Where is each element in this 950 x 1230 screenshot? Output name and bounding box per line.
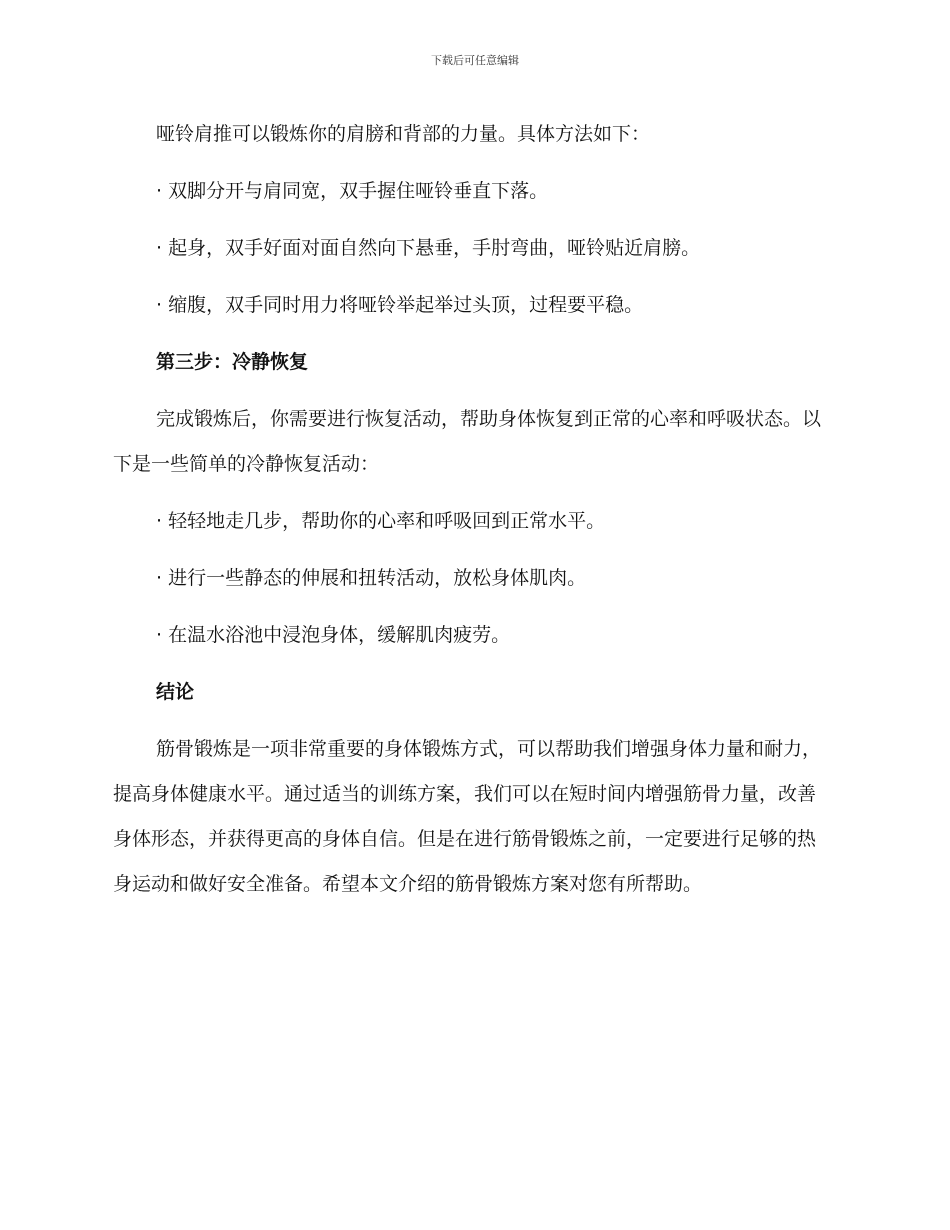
list-item: · 轻轻地走几步，帮助你的心率和呼吸回到正常水平。 (156, 510, 606, 532)
conclusion-paragraph: 筋骨锻炼是一项非常重要的身体锻炼方式，可以帮助我们增强身体力量和耐力，提高身体健康水平。通过适当的训练方案，我们可以在短时间内增强筋骨力量，改善身体形态，并获得更高的身体自信。但是在进行筋骨锻炼之前，一定要进行足够的热身运动和做好安全准备。希望本文介绍的筋骨锻炼方案对您有所帮助。 (113, 738, 822, 895)
list-item: · 在温水浴池中浸泡身体，缓解肌肉疲劳。 (156, 624, 511, 646)
list-item: · 起身，双手好面对面自然向下悬垂，手肘弯曲，哑铃贴近肩膀。 (156, 237, 701, 259)
list-item: · 双脚分开与肩同宽，双手握住哑铃垂直下落。 (156, 180, 549, 202)
list-item: · 进行一些静态的伸展和扭转活动，放松身体肌肉。 (156, 567, 587, 589)
list-item: · 缩腹，双手同时用力将哑铃举起举过头顶，过程要平稳。 (156, 294, 644, 316)
intro-paragraph: 哑铃肩推可以锻炼你的肩膀和背部的力量。具体方法如下： (156, 123, 651, 145)
page-header: 下载后可任意编辑 (431, 54, 519, 67)
cooldown-intro-paragraph: 完成锻炼后，你需要进行恢复活动，帮助身体恢复到正常的心率和呼吸状态。以下是一些简单的冷静恢复活动： (113, 408, 822, 475)
section-heading-conclusion: 结论 (156, 681, 195, 703)
section-heading-cooldown: 第三步：冷静恢复 (156, 351, 309, 373)
document-body (113, 112, 833, 919)
